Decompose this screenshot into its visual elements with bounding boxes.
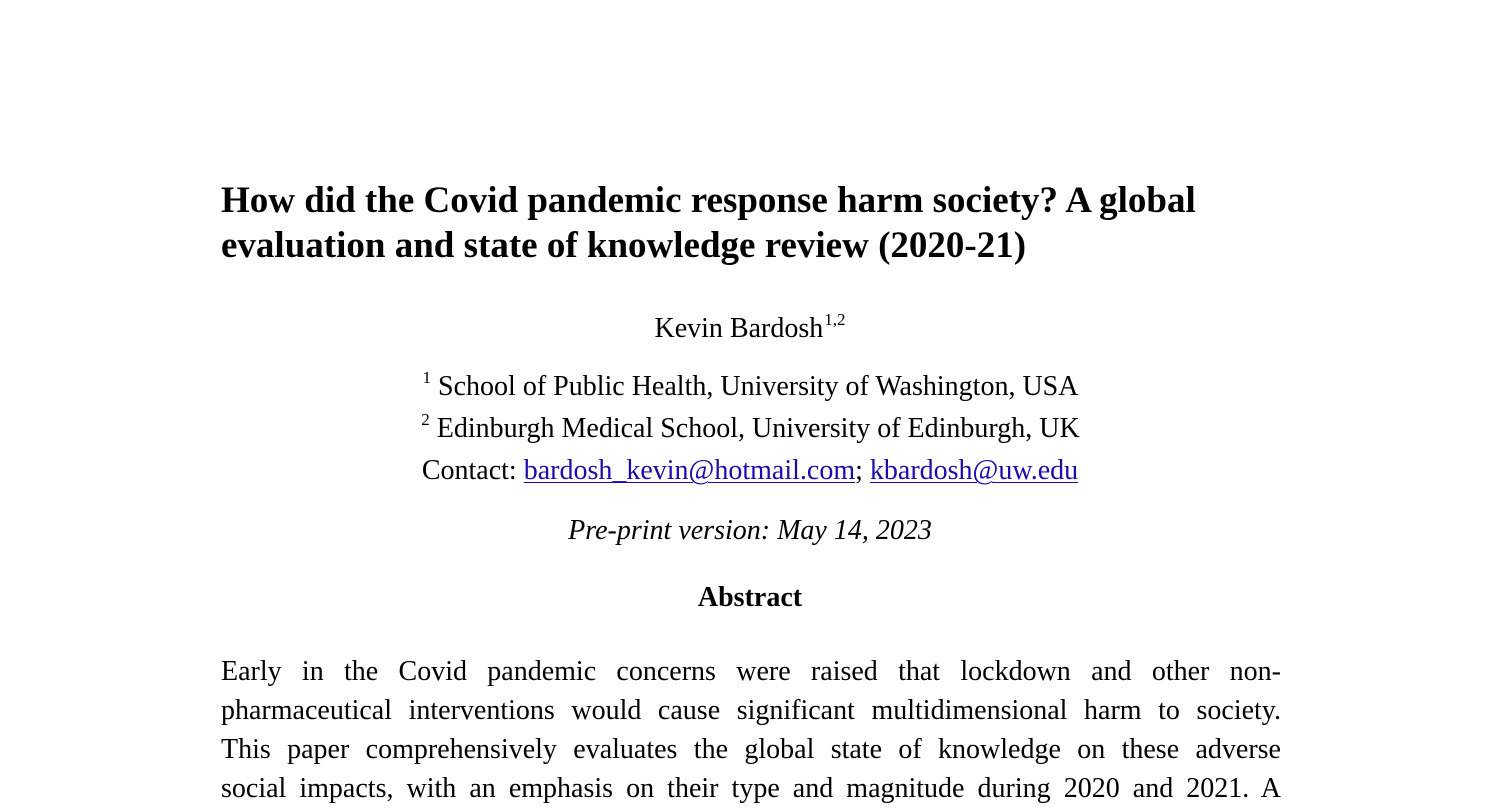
preprint-version: Pre-print version: May 14, 2023 <box>568 515 932 546</box>
affiliation-2-text: Edinburgh Medical School, University of Edinburgh, UK <box>436 413 1080 444</box>
contact-separator: ; <box>855 455 870 486</box>
contact-label: Contact: <box>421 455 524 486</box>
affiliations-block <box>0 367 1500 490</box>
affiliation-1-text: School of Public Health, University of Washington, USA <box>438 371 1079 402</box>
abstract-line: social impacts, with an emphasis on their type and magnitude during 2020 and 2021. A <box>221 773 1281 804</box>
author-line <box>0 312 1500 349</box>
abstract-body <box>221 652 1281 808</box>
affiliation-1 <box>0 367 1500 409</box>
paper-title <box>221 178 1281 268</box>
affiliation-2-mark: 2 <box>421 410 430 429</box>
author-affiliation-marks: 1,2 <box>824 310 846 329</box>
author-name: Kevin Bardosh <box>654 313 824 344</box>
contact-email-link-2[interactable]: kbardosh@uw.edu <box>869 455 1079 486</box>
abstract-heading: Abstract <box>697 582 803 613</box>
abstract-line: pharmaceutical interventions would cause significant multidimensional harm to society. <box>221 695 1281 726</box>
abstract-line: This paper comprehensively evaluates the global state of knowledge on these adverse <box>221 734 1281 765</box>
affiliation-1-mark: 1 <box>422 368 432 387</box>
affiliation-2 <box>0 409 1500 451</box>
contact-email-link-1[interactable]: bardosh_kevin@hotmail.com <box>523 455 856 486</box>
paper-title-line-2: evaluation and state of knowledge review (2020-21) <box>221 225 1027 266</box>
paper-title-line-1: How did the Covid pandemic response harm society? A global <box>221 180 1196 221</box>
contact-line <box>0 451 1500 490</box>
abstract-line: Early in the Covid pandemic concerns were raised that lockdown and other non- <box>221 656 1281 687</box>
